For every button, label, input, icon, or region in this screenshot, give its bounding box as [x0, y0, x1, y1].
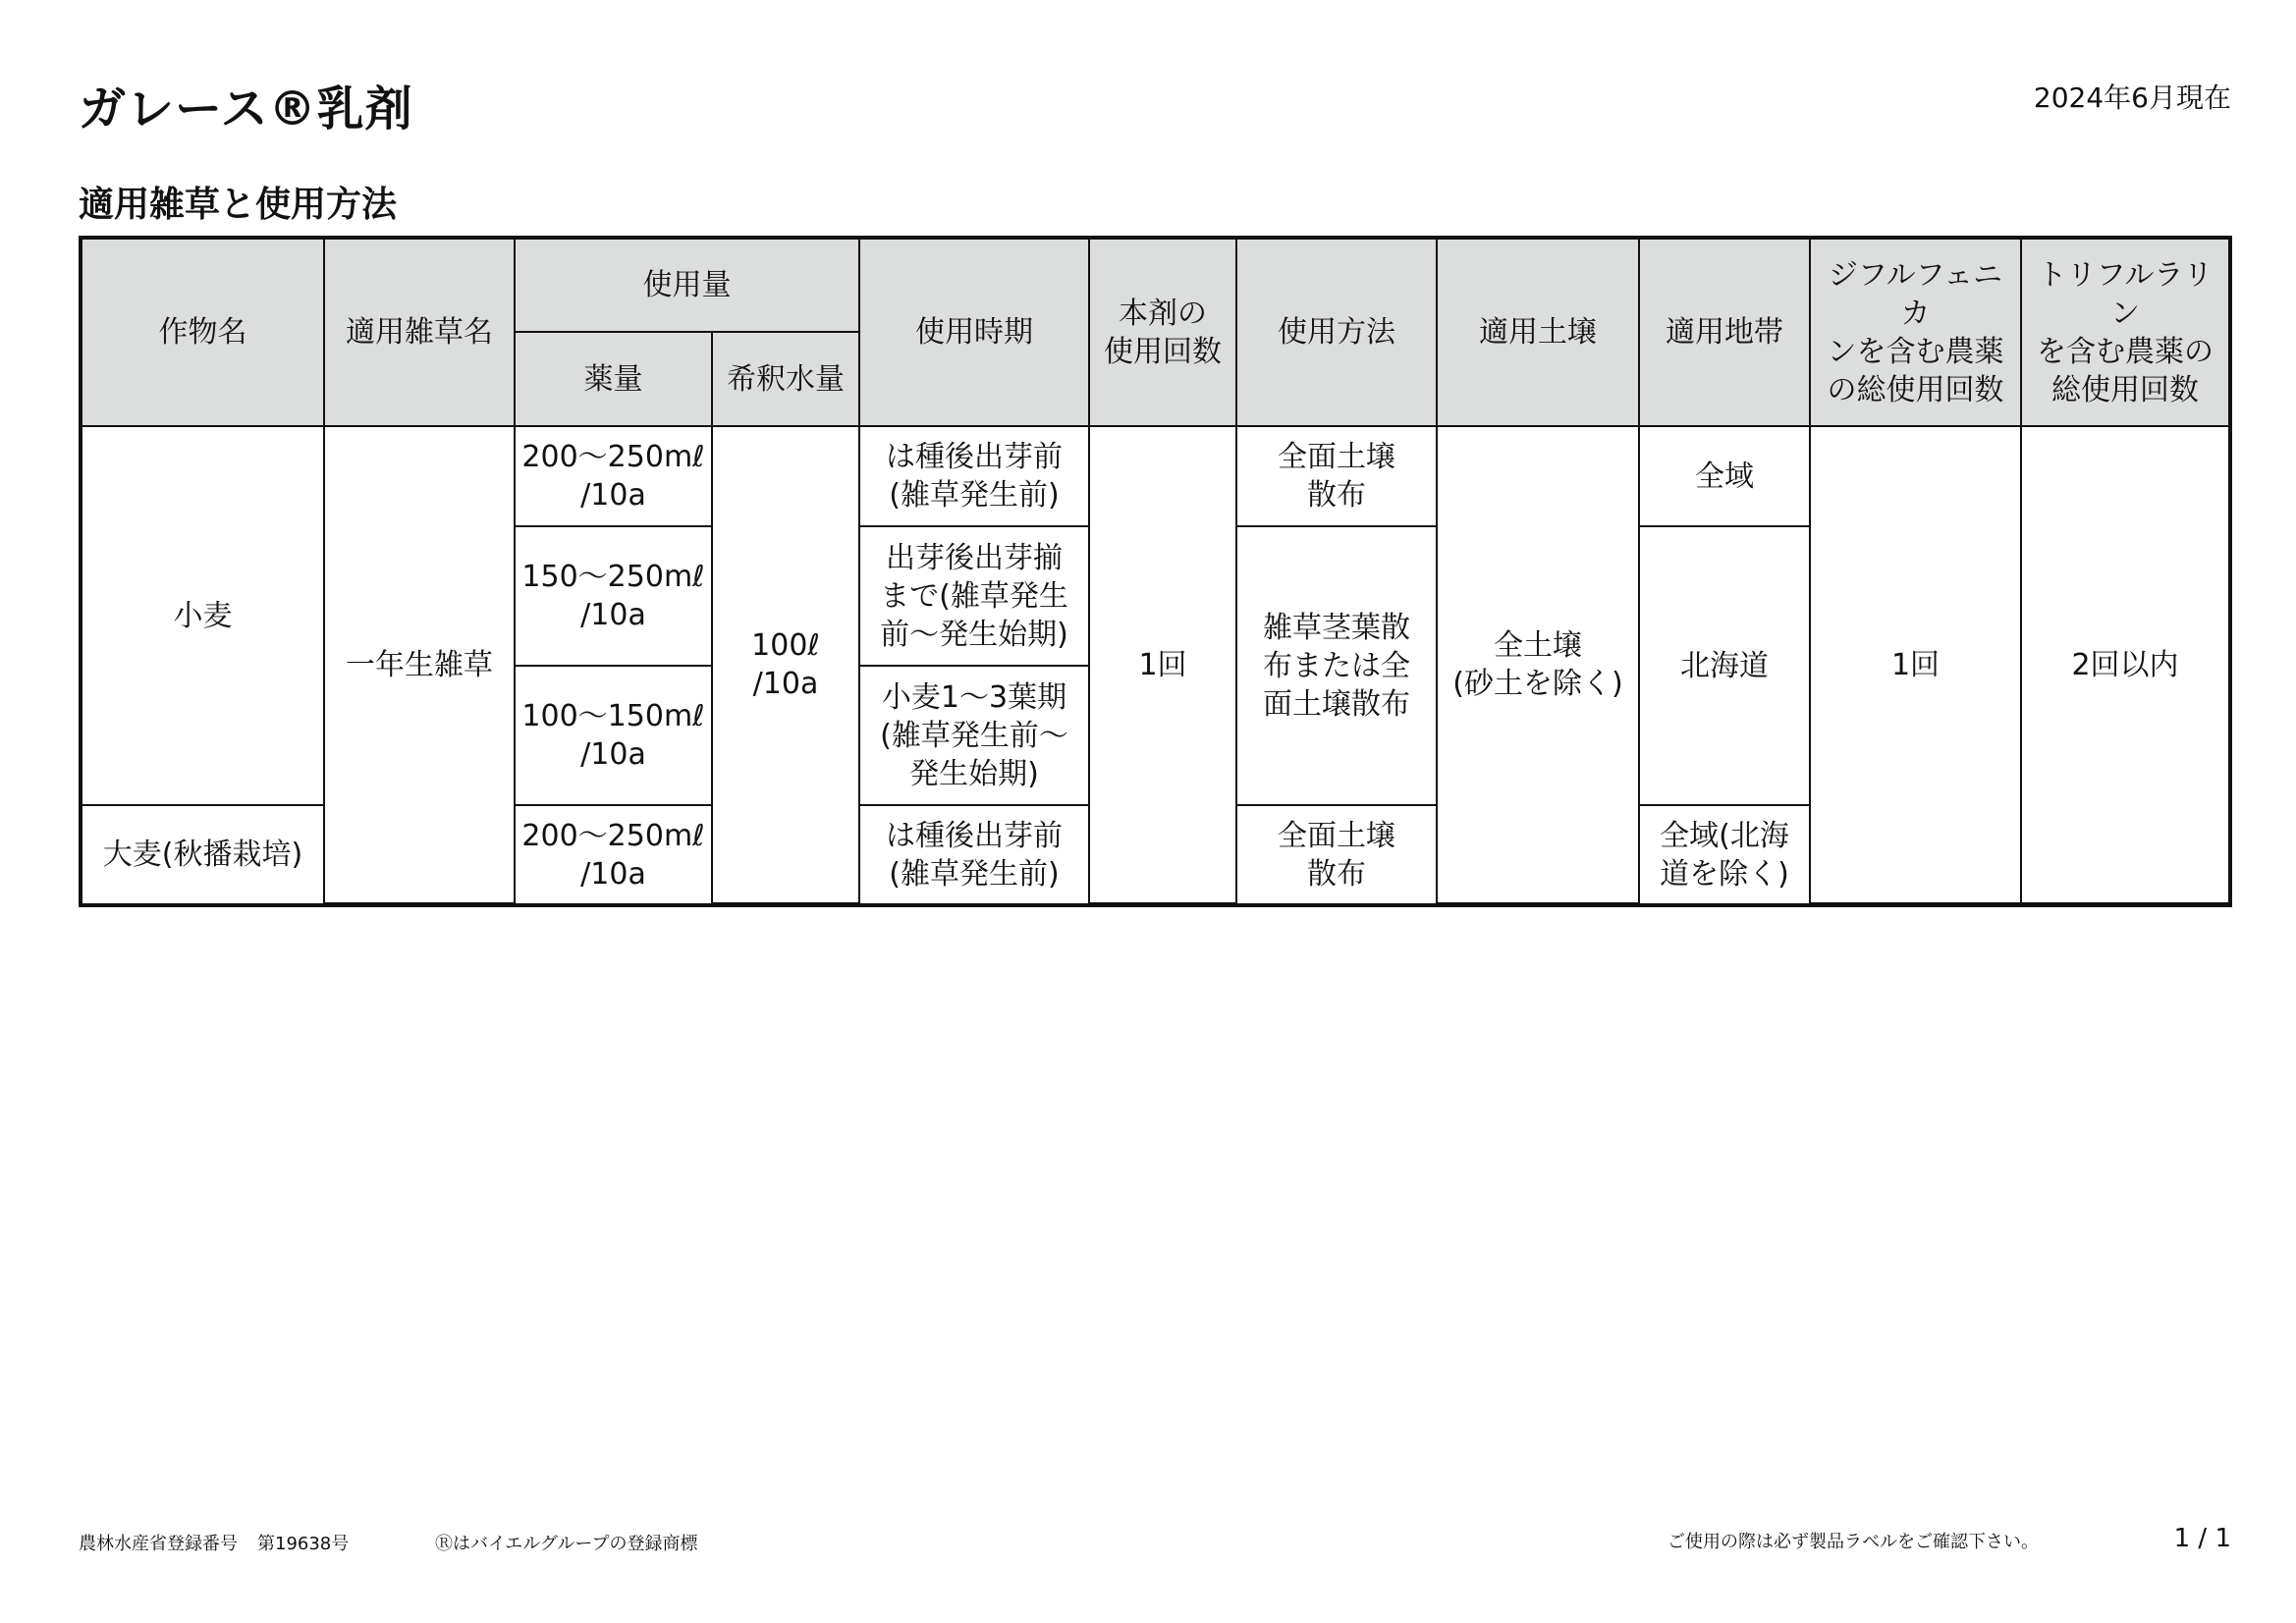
cell-method: 全面土壌 散布	[1236, 805, 1437, 903]
footer-label-note: ご使用の際は必ず製品ラベルをご確認下さい。	[1667, 1532, 2039, 1552]
cell-timing: 出芽後出芽揃 まで(雑草発生 前〜発生始期)	[859, 526, 1089, 666]
cell-amount: 200〜250mℓ /10a	[515, 805, 712, 903]
registration-label: 農林水産省登録番号	[79, 1534, 238, 1554]
header-method: 使用方法	[1236, 240, 1437, 426]
table-row	[82, 426, 2228, 526]
cell-times: 1回	[1089, 426, 1236, 903]
as-of-date: 2024年6月現在	[2033, 81, 2231, 114]
cell-weed: 一年生雑草	[324, 426, 515, 903]
cell-timing: は種後出芽前 (雑草発生前)	[859, 805, 1089, 903]
header-row	[82, 240, 2228, 332]
cell-amount: 150〜250mℓ /10a	[515, 526, 712, 666]
cell-timing: 小麦1〜3葉期 (雑草発生前〜 発生始期)	[859, 666, 1089, 805]
header-crop: 作物名	[82, 240, 324, 426]
header-region: 適用地帯	[1639, 240, 1810, 426]
product-title: ガレース®乳剤	[79, 81, 413, 136]
cell-crop-barley: 大麦(秋播栽培)	[82, 805, 324, 903]
cell-region: 全域	[1639, 426, 1810, 526]
header-diflufenican: ジフルフェニカ ンを含む農薬 の総使用回数	[1810, 240, 2021, 426]
header-weed: 適用雑草名	[324, 240, 515, 426]
header-chemical-amount: 薬量	[515, 332, 712, 426]
usage-table	[82, 240, 2228, 904]
cell-timing: は種後出芽前 (雑草発生前)	[859, 426, 1089, 526]
header-times: 本剤の 使用回数	[1089, 240, 1236, 426]
header-soil: 適用土壌	[1437, 240, 1639, 426]
cell-diflufenican-total: 1回	[1810, 426, 2021, 903]
page-number: 1 / 1	[2173, 1524, 2231, 1553]
cell-amount: 200〜250mℓ /10a	[515, 426, 712, 526]
section-title: 適用雑草と使用方法	[79, 185, 398, 225]
cell-region: 全域(北海 道を除く)	[1639, 805, 1810, 903]
cell-trifluralin-total: 2回以内	[2021, 426, 2228, 903]
cell-amount: 100〜150mℓ /10a	[515, 666, 712, 805]
cell-soil: 全土壌 (砂土を除く)	[1437, 426, 1639, 903]
header-timing: 使用時期	[859, 240, 1089, 426]
header-usage-amount: 使用量	[515, 240, 859, 332]
usage-table-container	[79, 236, 2232, 907]
cell-method: 雑草茎葉散 布または全 面土壌散布	[1236, 526, 1437, 805]
cell-dilution: 100ℓ /10a	[712, 426, 859, 903]
registration-number: 第19638号	[257, 1534, 350, 1554]
header-trifluralin: トリフルラリン を含む農薬の 総使用回数	[2021, 240, 2228, 426]
footer-trademark: Ⓡはバイエルグループの登録商標	[435, 1534, 698, 1554]
cell-region: 北海道	[1639, 526, 1810, 805]
footer-registration	[79, 1530, 349, 1555]
cell-method: 全面土壌 散布	[1236, 426, 1437, 526]
cell-crop-wheat: 小麦	[82, 426, 324, 805]
header-dilution-water: 希釈水量	[712, 332, 859, 426]
